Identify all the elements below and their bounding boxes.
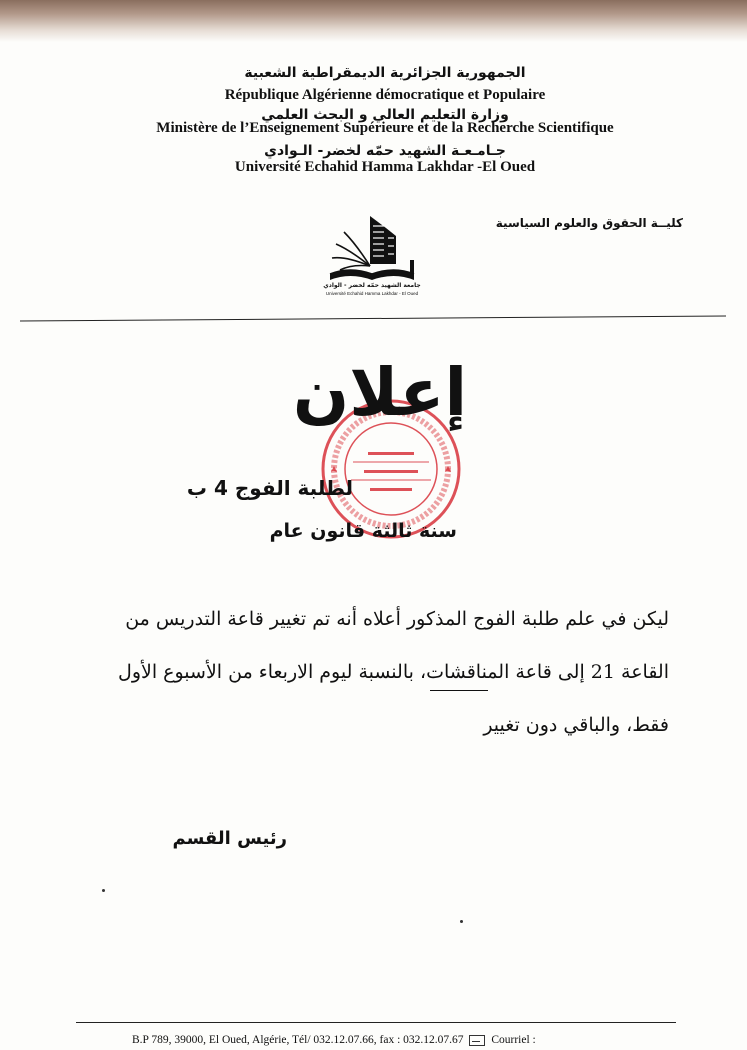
- header-republic-ar: الجمهورية الجزائرية الديمقراطية الشعبية: [244, 65, 526, 81]
- footer-divider: [76, 1022, 676, 1023]
- scan-edge-shadow: [0, 0, 747, 42]
- logo-caption-fr: Université Echahid Hamma Lakhdar - El Oued: [325, 291, 419, 296]
- footer-address: B.P 789, 39000, El Oued, Algérie, Tél/ 032.12.07.66, fax : 032.12.07.67: [132, 1034, 464, 1046]
- footer-courriel: Courriel :: [491, 1034, 536, 1046]
- announcement-title: إعلان: [292, 354, 468, 431]
- body-line-1: ليكن في علم طلبة الفوج المذكور أعلاه أنه تم تغيير قاعة التدريس من: [125, 608, 669, 630]
- faculty-name: كليــة الحقوق والعلوم السياسية: [495, 216, 683, 230]
- signature-title: رئيس القسم: [172, 828, 287, 849]
- target-group: لطلبة الفوج 4 ب: [186, 476, 353, 500]
- handwritten-underline: [430, 690, 488, 691]
- header-ministry-ar: وزارة التعليم العالي و البحث العلمي: [261, 107, 509, 123]
- header-university-ar: جـامـعـة الشهيد حمّه لخضر- الـوادي: [264, 143, 506, 159]
- header-ministry-fr: Ministère de l’Enseignement Supérieure et de la Recherche Scientifique: [156, 120, 614, 136]
- speck: [460, 920, 463, 923]
- envelope-icon: [469, 1035, 485, 1046]
- body-line-3: فقط، والباقي دون تغيير: [483, 714, 669, 736]
- footer-contact: [132, 1034, 536, 1046]
- header-divider: [20, 316, 726, 322]
- speck: [102, 889, 105, 892]
- header-republic-fr: République Algérienne démocratique et Populaire: [224, 87, 546, 103]
- body-line-2: القاعة 21 إلى قاعة المناقشات، بالنسبة ليوم الاربعاء من الأسبوع الأول: [118, 661, 669, 683]
- logo-caption-ar: جامعة الشهيد حمّه لخضر - الوادي: [323, 282, 421, 289]
- study-year: سنة ثالثة قانون عام: [269, 520, 457, 542]
- header-university-fr: Université Echahid Hamma Lakhdar -El Oued: [234, 159, 536, 175]
